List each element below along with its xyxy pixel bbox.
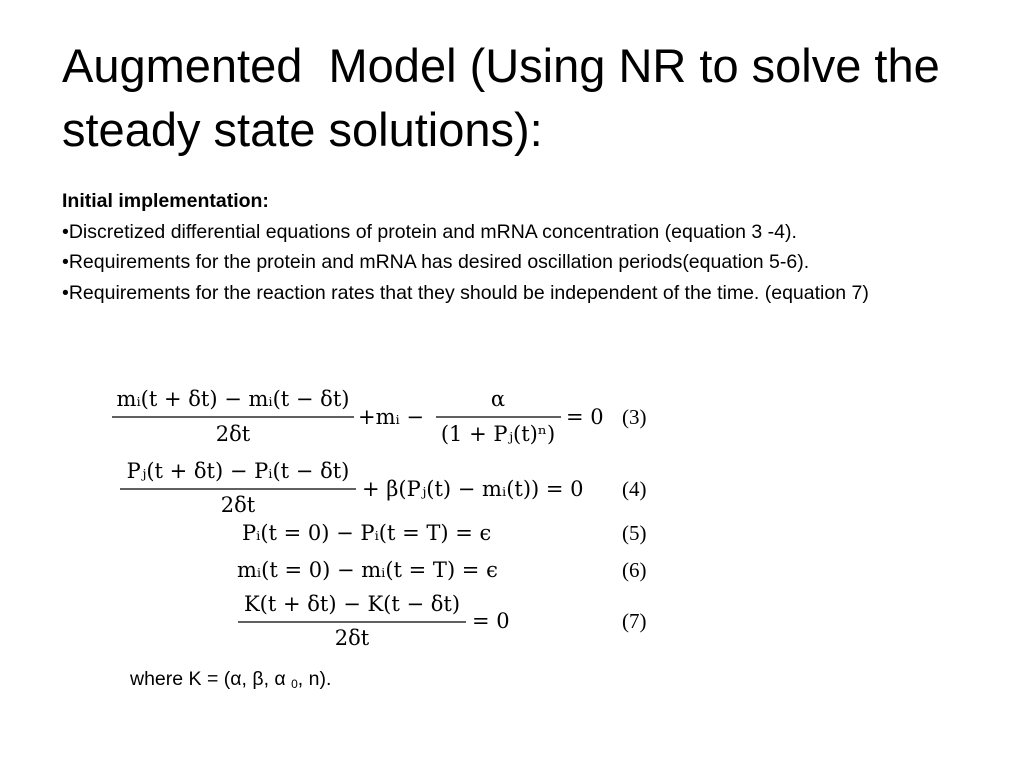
eq5-text: Pᵢ(t = 0) − Pᵢ(t = T) = ϵ [242,521,492,545]
equation-3 [112,387,647,446]
eq3-denominator-right: (1 + Pⱼ(t)ⁿ) [440,422,556,446]
eq7-numerator: K(t + δt) − K(t − δt) [243,592,461,616]
equation-5 [242,521,647,545]
eq3-middle: +mᵢ − [358,405,425,429]
eq3-rhs: = 0 [566,405,604,429]
bullet-item: •Discretized differential equations of protein and mRNA concentration (equation 3 -4). [62,220,797,243]
eq7-number: (7) [622,609,647,633]
eq3-denominator: 2δt [215,422,251,446]
equation-7 [238,592,647,650]
eq6-text: mᵢ(t = 0) − mᵢ(t = T) = ϵ [237,558,498,582]
bullet-item: •Requirements for the reaction rates that they should be independent of the time. (equation 7) [62,281,869,304]
eq4-denominator: 2δt [220,493,256,517]
section-heading: Initial implementation: [62,190,269,212]
eq5-number: (5) [622,521,647,545]
eq3-numerator-right: α [490,387,506,411]
slide-title: Augmented Model (Using NR to solve the steady state solutions): [62,39,953,156]
where-suffix: , n). [297,668,332,690]
equation-4 [120,459,647,517]
eq4-number: (4) [622,477,647,501]
eq3-number: (3) [622,405,647,429]
eq3-numerator: mᵢ(t + δt) − mᵢ(t − δt) [116,387,350,411]
where-clause [130,665,331,698]
eq4-rest: + β(Pⱼ(t) − mᵢ(t)) = 0 [362,477,584,501]
where-prefix: where K = (α, β, α [130,668,292,690]
eq7-denominator: 2δt [334,626,370,650]
eq6-number: (6) [622,558,647,582]
equation-6 [237,558,647,582]
bullet-item: •Requirements for the protein and mRNA has desired oscillation periods(equation 5-6). [62,251,810,273]
eq4-numerator: Pⱼ(t + δt) − Pᵢ(t − δt) [126,459,350,483]
where-subscript: 0 [291,677,298,691]
eq7-rhs: = 0 [472,609,510,633]
